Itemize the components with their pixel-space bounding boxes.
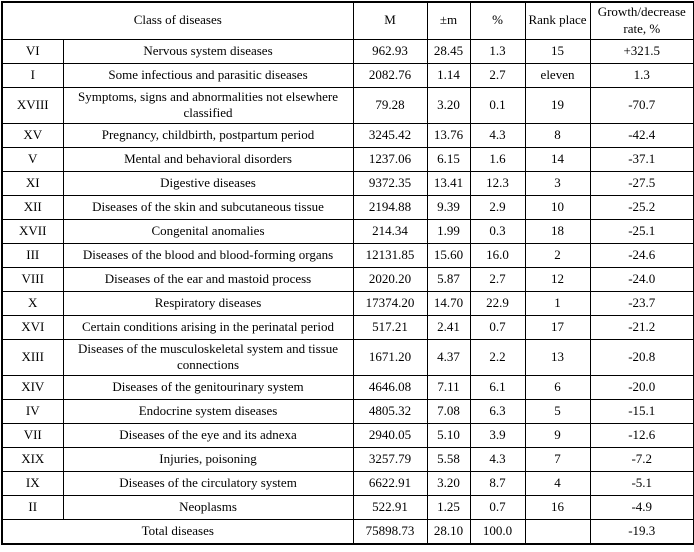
row-growth-rate: -7.2 (590, 448, 694, 472)
row-class-code: VII (2, 424, 63, 448)
row-rank-place: 3 (525, 171, 590, 195)
row-disease-name: Nervous system diseases (63, 39, 353, 63)
row-disease-name: Diseases of the circulatory system (63, 472, 353, 496)
row-growth-rate: -27.5 (590, 171, 694, 195)
table-row (2, 339, 694, 375)
row-class-code: XII (2, 195, 63, 219)
row-m-value: 2020.20 (353, 267, 427, 291)
row-pm-value: 3.20 (427, 472, 470, 496)
row-percent-value: 1.6 (470, 147, 525, 171)
row-growth-rate: -20.0 (590, 376, 694, 400)
row-pm-value: 7.08 (427, 400, 470, 424)
row-growth-rate: -37.1 (590, 147, 694, 171)
table-row (2, 496, 694, 520)
row-pm-value: 13.41 (427, 171, 470, 195)
row-disease-name: Pregnancy, childbirth, postpartum period (63, 123, 353, 147)
row-growth-rate: -25.2 (590, 195, 694, 219)
row-pm-value: 6.15 (427, 147, 470, 171)
row-percent-value: 6.1 (470, 376, 525, 400)
row-rank-place: 13 (525, 339, 590, 375)
row-percent-value: 2.9 (470, 195, 525, 219)
header-m: M (353, 2, 427, 39)
row-growth-rate: -24.6 (590, 243, 694, 267)
total-row (2, 520, 694, 544)
row-class-code: XI (2, 171, 63, 195)
row-class-code: IX (2, 472, 63, 496)
row-growth-rate: 1.3 (590, 63, 694, 87)
row-percent-value: 4.3 (470, 123, 525, 147)
row-percent-value: 16.0 (470, 243, 525, 267)
row-growth-rate: -5.1 (590, 472, 694, 496)
table-row (2, 243, 694, 267)
row-class-code: III (2, 243, 63, 267)
row-pm-value: 5.87 (427, 267, 470, 291)
row-class-code: VIII (2, 267, 63, 291)
row-disease-name: Injuries, poisoning (63, 448, 353, 472)
row-disease-name: Neoplasms (63, 496, 353, 520)
row-percent-value: 2.7 (470, 63, 525, 87)
row-percent-value: 12.3 (470, 171, 525, 195)
row-class-code: IV (2, 400, 63, 424)
table-row (2, 448, 694, 472)
row-class-code: XIV (2, 376, 63, 400)
row-class-code: XV (2, 123, 63, 147)
table-row (2, 39, 694, 63)
row-class-code: XVIII (2, 87, 63, 123)
row-pm-value: 15.60 (427, 243, 470, 267)
row-m-value: 12131.85 (353, 243, 427, 267)
row-disease-name: Certain conditions arising in the perinatal period (63, 315, 353, 339)
row-class-code: VI (2, 39, 63, 63)
table-row (2, 195, 694, 219)
row-pm-value: 7.11 (427, 376, 470, 400)
table-row (2, 267, 694, 291)
table-row (2, 123, 694, 147)
row-m-value: 79.28 (353, 87, 427, 123)
header-rank-place: Rank place (525, 2, 590, 39)
row-percent-value: 4.3 (470, 448, 525, 472)
row-m-value: 1237.06 (353, 147, 427, 171)
row-growth-rate: -25.1 (590, 219, 694, 243)
table-row (2, 171, 694, 195)
row-disease-name: Digestive diseases (63, 171, 353, 195)
row-growth-rate: -42.4 (590, 123, 694, 147)
row-disease-name: Congenital anomalies (63, 219, 353, 243)
header-class-of-diseases: Class of diseases (2, 2, 353, 39)
header-percent: % (470, 2, 525, 39)
row-m-value: 3245.42 (353, 123, 427, 147)
row-percent-value: 8.7 (470, 472, 525, 496)
row-rank-place: 6 (525, 376, 590, 400)
row-growth-rate: -23.7 (590, 291, 694, 315)
row-percent-value: 0.7 (470, 496, 525, 520)
row-rank-place: 8 (525, 123, 590, 147)
row-growth-rate: -4.9 (590, 496, 694, 520)
row-growth-rate: -12.6 (590, 424, 694, 448)
row-rank-place: 5 (525, 400, 590, 424)
row-class-code: XVII (2, 219, 63, 243)
row-class-code: V (2, 147, 63, 171)
row-m-value: 517.21 (353, 315, 427, 339)
row-m-value: 2194.88 (353, 195, 427, 219)
row-m-value: 9372.35 (353, 171, 427, 195)
total-label: Total diseases (2, 520, 353, 544)
row-rank-place: 16 (525, 496, 590, 520)
row-percent-value: 3.9 (470, 424, 525, 448)
row-m-value: 1671.20 (353, 339, 427, 375)
table-row (2, 472, 694, 496)
table-header (2, 2, 694, 39)
row-m-value: 3257.79 (353, 448, 427, 472)
row-rank-place: 12 (525, 267, 590, 291)
table-row (2, 424, 694, 448)
row-rank-place: 9 (525, 424, 590, 448)
row-m-value: 2082.76 (353, 63, 427, 87)
row-pm-value: 1.14 (427, 63, 470, 87)
row-pm-value: 5.58 (427, 448, 470, 472)
table-row (2, 147, 694, 171)
row-growth-rate: -20.8 (590, 339, 694, 375)
row-rank-place: 15 (525, 39, 590, 63)
row-pm-value: 9.39 (427, 195, 470, 219)
table-row (2, 291, 694, 315)
header-growth-rate: Growth/decrease rate, % (590, 2, 694, 39)
row-pm-value: 4.37 (427, 339, 470, 375)
total-m: 75898.73 (353, 520, 427, 544)
row-m-value: 522.91 (353, 496, 427, 520)
row-percent-value: 22.9 (470, 291, 525, 315)
row-disease-name: Some infectious and parasitic diseases (63, 63, 353, 87)
table-row (2, 376, 694, 400)
row-growth-rate: -70.7 (590, 87, 694, 123)
row-class-code: XVI (2, 315, 63, 339)
disease-rows (2, 39, 694, 520)
row-m-value: 6622.91 (353, 472, 427, 496)
row-class-code: XIII (2, 339, 63, 375)
row-percent-value: 2.2 (470, 339, 525, 375)
header-pm: ±m (427, 2, 470, 39)
row-disease-name: Diseases of the ear and mastoid process (63, 267, 353, 291)
row-rank-place: 4 (525, 472, 590, 496)
row-m-value: 4646.08 (353, 376, 427, 400)
table-row (2, 87, 694, 123)
row-disease-name: Diseases of the eye and its adnexa (63, 424, 353, 448)
row-growth-rate: -21.2 (590, 315, 694, 339)
row-disease-name: Mental and behavioral disorders (63, 147, 353, 171)
row-percent-value: 2.7 (470, 267, 525, 291)
row-class-code: XIX (2, 448, 63, 472)
table-footer (2, 520, 694, 544)
table-row (2, 219, 694, 243)
row-rank-place: 14 (525, 147, 590, 171)
row-pm-value: 13.76 (427, 123, 470, 147)
diseases-table (1, 1, 694, 545)
row-percent-value: 0.1 (470, 87, 525, 123)
row-percent-value: 6.3 (470, 400, 525, 424)
row-rank-place: 19 (525, 87, 590, 123)
row-m-value: 2940.05 (353, 424, 427, 448)
table-row (2, 63, 694, 87)
table-row (2, 400, 694, 424)
total-percent: 100.0 (470, 520, 525, 544)
row-rank-place: 2 (525, 243, 590, 267)
row-class-code: I (2, 63, 63, 87)
row-pm-value: 28.45 (427, 39, 470, 63)
row-pm-value: 1.99 (427, 219, 470, 243)
total-pm: 28.10 (427, 520, 470, 544)
row-m-value: 17374.20 (353, 291, 427, 315)
row-rank-place: 1 (525, 291, 590, 315)
row-pm-value: 3.20 (427, 87, 470, 123)
row-percent-value: 1.3 (470, 39, 525, 63)
row-m-value: 214.34 (353, 219, 427, 243)
total-rank (525, 520, 590, 544)
row-rank-place: 17 (525, 315, 590, 339)
row-rank-place: eleven (525, 63, 590, 87)
row-class-code: X (2, 291, 63, 315)
row-m-value: 4805.32 (353, 400, 427, 424)
row-rank-place: 7 (525, 448, 590, 472)
row-pm-value: 5.10 (427, 424, 470, 448)
row-disease-name: Symptoms, signs and abnormalities not elsewhere classified (63, 87, 353, 123)
row-percent-value: 0.7 (470, 315, 525, 339)
total-growth: -19.3 (590, 520, 694, 544)
row-pm-value: 2.41 (427, 315, 470, 339)
row-growth-rate: -15.1 (590, 400, 694, 424)
row-rank-place: 18 (525, 219, 590, 243)
row-pm-value: 14.70 (427, 291, 470, 315)
row-disease-name: Respiratory diseases (63, 291, 353, 315)
row-disease-name: Diseases of the genitourinary system (63, 376, 353, 400)
row-percent-value: 0.3 (470, 219, 525, 243)
row-pm-value: 1.25 (427, 496, 470, 520)
table-row (2, 315, 694, 339)
row-growth-rate: -24.0 (590, 267, 694, 291)
row-disease-name: Endocrine system diseases (63, 400, 353, 424)
row-rank-place: 10 (525, 195, 590, 219)
row-class-code: II (2, 496, 63, 520)
row-disease-name: Diseases of the skin and subcutaneous tissue (63, 195, 353, 219)
row-disease-name: Diseases of the blood and blood-forming organs (63, 243, 353, 267)
row-growth-rate: +321.5 (590, 39, 694, 63)
row-disease-name: Diseases of the musculoskeletal system and tissue connections (63, 339, 353, 375)
row-m-value: 962.93 (353, 39, 427, 63)
header-row (2, 2, 694, 39)
